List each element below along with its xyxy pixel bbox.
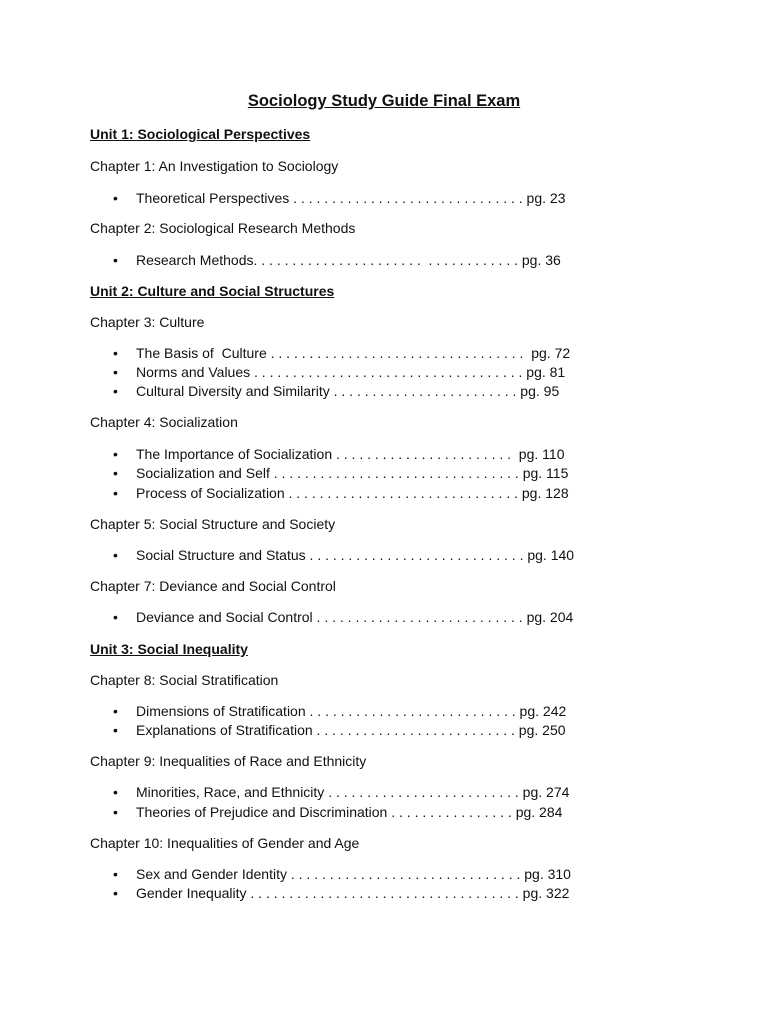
- bullet-icon: •: [113, 446, 118, 462]
- list-item: [113, 803, 562, 821]
- chapter-heading: Chapter 9: Inequalities of Race and Ethnicity: [90, 753, 367, 769]
- bullet-icon: •: [113, 345, 118, 361]
- list-item: [113, 884, 569, 902]
- list-item-text: Deviance and Social Control . . . . . . . . . . . . . . . . . . . . . . . . . . . pg. 204: [136, 609, 574, 625]
- chapter-heading: Chapter 1: An Investigation to Sociology: [90, 158, 339, 174]
- bullet-icon: •: [113, 190, 118, 206]
- list-item-text: Theories of Prejudice and Discrimination . . . . . . . . . . . . . . . . pg. 284: [136, 804, 563, 820]
- list-item: [113, 363, 565, 381]
- list-item-text: Gender Inequality . . . . . . . . . . . . . . . . . . . . . . . . . . . . . . . . . . . pg. 322: [136, 885, 570, 901]
- list-item: [113, 464, 568, 482]
- list-item-text: Sex and Gender Identity . . . . . . . . . . . . . . . . . . . . . . . . . . . . . . pg. 310: [136, 866, 571, 882]
- bullet-icon: •: [113, 703, 118, 719]
- list-item-text: Minorities, Race, and Ethnicity . . . . . . . . . . . . . . . . . . . . . . . . . pg. 274: [136, 784, 570, 800]
- list-item-text: Dimensions of Stratification . . . . . . . . . . . . . . . . . . . . . . . . . . . pg. 242: [136, 703, 567, 719]
- bullet-icon: •: [113, 485, 118, 501]
- bullet-icon: •: [113, 866, 118, 882]
- list-item-text: The Importance of Socialization . . . . . . . . . . . . . . . . . . . . . . . pg. 110: [136, 446, 565, 462]
- list-item-text: Cultural Diversity and Similarity . . . . . . . . . . . . . . . . . . . . . . . . pg. 95: [136, 383, 560, 399]
- list-item: [113, 484, 569, 502]
- list-item: [113, 608, 573, 626]
- list-item-text: Process of Socialization . . . . . . . . . . . . . . . . . . . . . . . . . . . . . . pg. 128: [136, 485, 569, 501]
- chapter-heading: Chapter 7: Deviance and Social Control: [90, 578, 336, 594]
- list-item: [113, 251, 561, 269]
- bullet-icon: •: [113, 364, 118, 380]
- list-item-text: Socialization and Self . . . . . . . . . . . . . . . . . . . . . . . . . . . . . . . . pg. 115: [136, 465, 569, 481]
- chapter-heading: Chapter 5: Social Structure and Society: [90, 516, 336, 532]
- unit-heading: Unit 2: Culture and Social Structures: [90, 283, 335, 299]
- list-item: [113, 382, 559, 400]
- list-item: [113, 865, 571, 883]
- list-item-text: Norms and Values . . . . . . . . . . . . . . . . . . . . . . . . . . . . . . . . . . . pg. 81: [136, 364, 566, 380]
- list-item: [113, 445, 564, 463]
- list-item: [113, 344, 570, 362]
- bullet-icon: •: [113, 722, 118, 738]
- list-item: [113, 702, 566, 720]
- bullet-icon: •: [113, 885, 118, 901]
- page-title: Sociology Study Guide Final Exam: [247, 92, 521, 110]
- list-item: [113, 546, 574, 564]
- bullet-icon: •: [113, 784, 118, 800]
- bullet-icon: •: [113, 609, 118, 625]
- unit-heading: Unit 3: Social Inequality: [90, 641, 248, 657]
- chapter-heading: Chapter 8: Social Stratification: [90, 672, 279, 688]
- chapter-heading: Chapter 10: Inequalities of Gender and Age: [90, 835, 360, 851]
- list-item: [113, 783, 569, 801]
- bullet-icon: •: [113, 252, 118, 268]
- bullet-icon: •: [113, 383, 118, 399]
- list-item: [113, 721, 566, 739]
- bullet-icon: •: [113, 547, 118, 563]
- list-item-text: Explanations of Stratification . . . . . . . . . . . . . . . . . . . . . . . . . . pg. 250: [136, 722, 566, 738]
- list-item-text: The Basis of Culture . . . . . . . . . . . . . . . . . . . . . . . . . . . . . . . . . pg. 72: [136, 345, 571, 361]
- chapter-heading: Chapter 2: Sociological Research Methods: [90, 220, 356, 236]
- unit-heading: Unit 1: Sociological Perspectives: [90, 126, 311, 142]
- list-item: [113, 189, 565, 207]
- chapter-heading: Chapter 4: Socialization: [90, 414, 238, 430]
- list-item-text: Research Methods. . . . . . . . . . . . . . . . . . . . . . . . . . . . . . . . . . pg. 36: [136, 252, 561, 268]
- chapter-heading: Chapter 3: Culture: [90, 314, 205, 330]
- list-item-text: Social Structure and Status . . . . . . . . . . . . . . . . . . . . . . . . . . . . pg. 140: [136, 547, 575, 563]
- list-item-text: Theoretical Perspectives . . . . . . . . . . . . . . . . . . . . . . . . . . . . . . pg. 23: [136, 190, 566, 206]
- bullet-icon: •: [113, 465, 118, 481]
- bullet-icon: •: [113, 804, 118, 820]
